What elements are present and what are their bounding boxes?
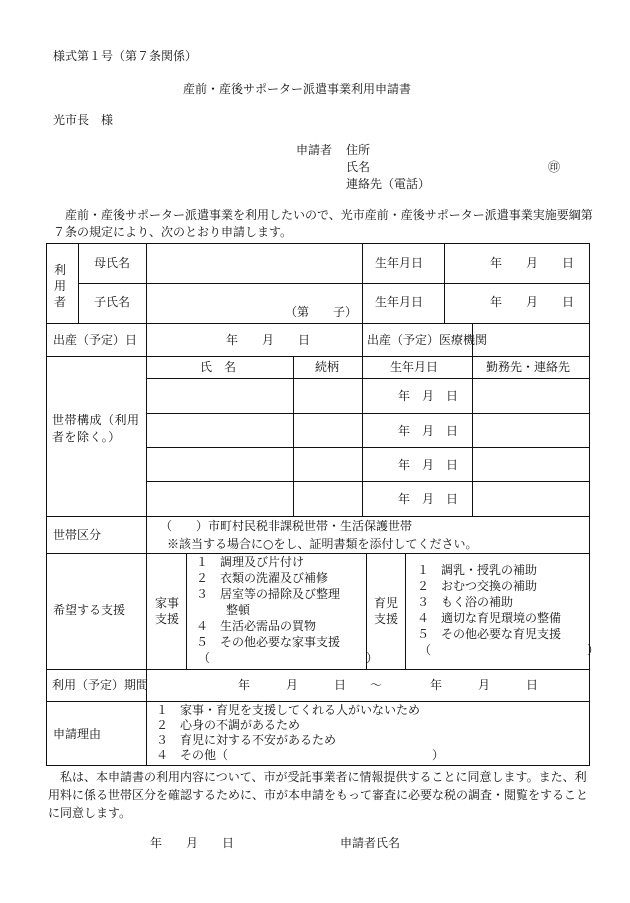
child-birthdate-value: 年 月 日	[490, 295, 575, 309]
table-border-top	[46, 243, 590, 244]
user-label: 利用者	[54, 263, 67, 309]
col-line	[362, 356, 363, 516]
birth-institution-label: 出産（予定）医療機関	[367, 333, 488, 347]
household-row-date: 年 月 日	[398, 389, 459, 403]
birth-date-value: 年 月 日	[226, 333, 311, 347]
col-line	[186, 553, 187, 669]
applicant-address-label: 住所	[346, 143, 371, 157]
household-col-contact: 勤務先・連絡先	[486, 360, 571, 374]
form-title: 産前・産後サポーター派遣事業利用申請書	[183, 82, 412, 96]
signature-label: 申請者氏名	[340, 836, 401, 850]
row-line	[146, 378, 590, 379]
mother-name-label: 母氏名	[94, 256, 131, 270]
row-line	[146, 481, 590, 482]
support-label: 希望する支援	[53, 603, 126, 617]
row-line	[46, 669, 590, 670]
reason-item-4: ４ その他（ ）	[156, 748, 445, 762]
period-range: 年 月 日 〜 年 月 日	[238, 678, 539, 692]
period-label: 利用（予定）期間	[52, 678, 149, 692]
housework-item-4: ４ 生活必需品の買物	[196, 619, 317, 633]
housework-item-2: ２ 衣類の洗濯及び補修	[196, 571, 329, 585]
reason-item-1: １ 家事・育児を支援してくれる人がいないため	[156, 703, 421, 717]
row-line	[46, 323, 590, 324]
reason-item-2: ２ 心身の不調があるため	[156, 718, 301, 732]
col-line	[146, 516, 147, 553]
col-line	[146, 553, 147, 669]
childcare-item-2: ２ おむつ交換の補助	[417, 579, 538, 593]
housework-item-5: ５ その他必要な家事支援	[196, 635, 341, 649]
seal-mark: ㊞	[548, 160, 561, 174]
housework-item-3-cont: 整頓	[226, 603, 251, 617]
category-option: （ ）市町村民税非課税世帯・生活保護世帯	[160, 519, 413, 533]
housework-label: 家事支援	[155, 596, 180, 626]
col-line	[405, 553, 406, 669]
reason-label: 申請理由	[53, 727, 102, 741]
child-birthdate-label: 生年月日	[375, 295, 424, 309]
row-line	[146, 413, 590, 414]
applicant-contact-label: 連絡先（電話）	[346, 177, 431, 191]
household-row-date: 年 月 日	[398, 492, 459, 506]
category-note: ※該当する場合に○をし、証明書類を添付してください。	[167, 537, 478, 551]
childcare-label: 育児支援	[374, 596, 399, 626]
consent-date: 年 月 日	[150, 836, 235, 850]
child-order: （第 子）	[285, 305, 358, 319]
col-line	[146, 243, 147, 323]
household-row-date: 年 月 日	[398, 424, 459, 438]
table-border-right	[589, 243, 590, 766]
birth-date-label: 出産（予定）日	[53, 333, 138, 347]
col-line	[444, 243, 445, 323]
applicant-label: 申請者	[296, 143, 333, 157]
consent-paragraph: 私は、本申請書の利用内容について、市が受託事業者に情報提供することに同意します。また、利用料に係る世帯区分を確認するために、市が本申請をもって審査に必要な税の調査・閲覧をすることに同意します。	[48, 770, 589, 820]
applicant-name-label: 氏名	[346, 160, 371, 174]
form-number: 様式第１号（第７条関係）	[53, 49, 198, 63]
col-line	[146, 323, 147, 356]
row-line	[46, 701, 590, 702]
row-line	[78, 283, 590, 284]
mother-birthdate-label: 生年月日	[375, 256, 424, 270]
housework-other: （ ）	[198, 651, 379, 665]
childcare-item-1: １ 調乳・授乳の補助	[417, 563, 538, 577]
row-line	[46, 516, 590, 517]
childcare-item-5: ５ その他必要な育児支援	[417, 627, 562, 641]
table-border-bottom	[46, 765, 590, 766]
addressee: 光市長 様	[53, 113, 114, 127]
col-line	[146, 356, 147, 516]
childcare-item-4: ４ 適切な育児環境の整備	[417, 611, 562, 625]
mother-birthdate-value: 年 月 日	[490, 256, 575, 270]
household-col-birthdate: 生年月日	[390, 360, 439, 374]
table-border-left	[46, 243, 47, 766]
housework-item-3: ３ 居室等の掃除及び整理	[196, 587, 341, 601]
col-line	[472, 356, 473, 516]
col-line	[293, 356, 294, 516]
household-col-relation: 続柄	[315, 360, 340, 374]
reason-item-3: ３ 育児に対する不安があるため	[156, 733, 337, 747]
col-line	[362, 323, 363, 356]
childcare-item-3: ３ もく浴の補助	[417, 595, 514, 609]
household-label: 世帯構成（利用者を除く。）	[52, 413, 140, 444]
household-col-name: 氏 名	[200, 360, 237, 374]
row-line	[146, 447, 590, 448]
col-line	[78, 243, 79, 323]
childcare-other: （ ）	[419, 643, 600, 657]
col-line	[362, 243, 363, 323]
category-label: 世帯区分	[53, 528, 102, 542]
housework-item-1: １ 調理及び片付け	[196, 555, 305, 569]
household-row-date: 年 月 日	[398, 458, 459, 472]
col-line	[146, 701, 147, 765]
intro-paragraph: 産前・産後サポーター派遣事業を利用したいので、光市産前・産後サポーター派遣事業実施要綱第７条の規定により、次のとおり申請します。	[53, 208, 593, 239]
row-line	[46, 356, 590, 357]
child-name-label: 子氏名	[94, 295, 131, 309]
row-line	[46, 553, 590, 554]
